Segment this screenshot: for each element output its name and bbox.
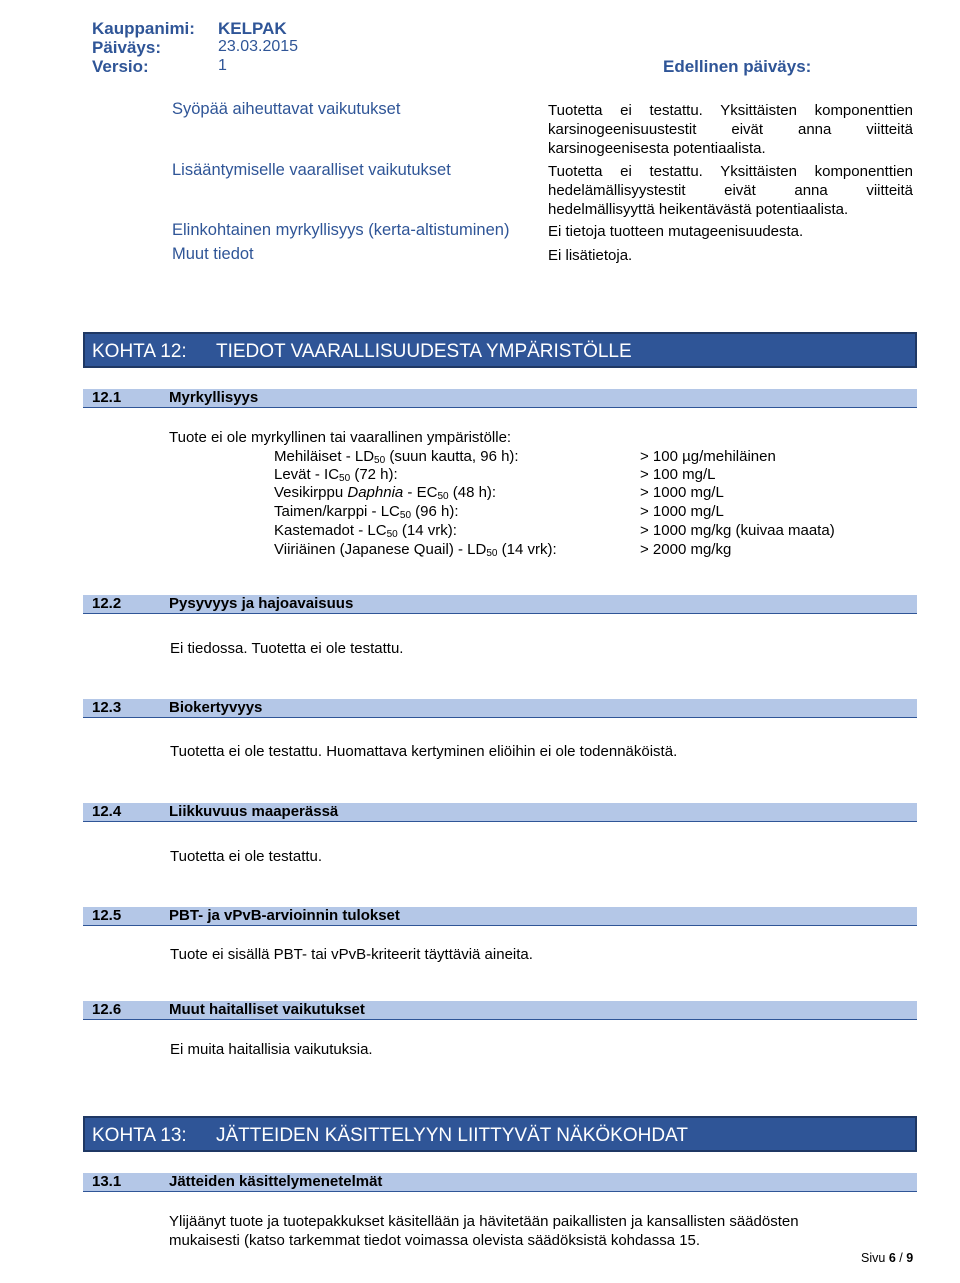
ecotox-row-bees: Mehiläiset - $LD_{50}$ (suun kautta, 96 h): <box>274 448 519 466</box>
ecotox-value-daphnia: > 1000 mg/L <box>640 484 724 501</box>
header-date-value: 23.03.2015 <box>218 38 299 55</box>
subsection-12-2-header <box>83 595 917 614</box>
subsection-12-4-text: Tuotetta ei ole testattu. <box>170 848 323 865</box>
header-prev-date-label: Edellinen päiväys: <box>663 57 812 76</box>
ecotox-value-algae: > 100 mg/L <box>640 466 716 483</box>
section-12-number: KOHTA 12: <box>92 341 187 362</box>
header-version-value: 1 <box>218 57 227 74</box>
subsection-12-6-header <box>83 1001 917 1020</box>
header-company-value: KELPAK <box>218 19 287 38</box>
header-company-label: Kauppanimi: <box>92 19 195 38</box>
subsection-title: Biokertyvyys <box>169 699 263 716</box>
section-13-title: JÄTTEIDEN KÄSITTELYYN LIITTYVÄT NÄKÖKOHDAT <box>216 1125 688 1146</box>
subsection-number: 12.2 <box>92 595 122 612</box>
header-version-label: Versio: <box>92 57 149 76</box>
subsection-number: 12.5 <box>92 907 122 924</box>
ecotox-intro: Tuote ei ole myrkyllinen tai vaarallinen ympäristölle: <box>169 429 512 446</box>
tox-label-stot: Elinkohtainen myrkyllisyys (kerta-altistuminen) <box>172 221 510 239</box>
ecotox-value-fish: > 1000 mg/L <box>640 503 724 520</box>
subsection-title: Liikkuvuus maaperässä <box>169 803 339 820</box>
subsection-number: 12.1 <box>92 389 122 406</box>
ecotox-row-fish: Taimen/karppi - $LC_{50}$ (96 h): <box>274 503 459 521</box>
tox-label-other: Muut tiedot <box>172 245 254 263</box>
section-13-banner <box>83 1116 917 1152</box>
subsection-12-1-header <box>83 389 917 408</box>
subsection-title: Jätteiden käsittelymenetelmät <box>169 1173 383 1190</box>
subsection-number: 13.1 <box>92 1173 122 1190</box>
subsection-12-5-header <box>83 907 917 926</box>
subsection-12-6-text: Ei muita haitallisia vaikutuksia. <box>170 1041 373 1058</box>
tox-value-carcinogenic: Tuotetta ei testattu. Yksittäisten komponenttien karsinogeenisuustestit eivät anna viitteitä karsinogeenisesta potentiaalista. <box>548 102 913 157</box>
subsection-title: Pysyvyys ja hajoavaisuus <box>169 595 354 612</box>
subsection-number: 12.4 <box>92 803 122 820</box>
ecotox-row-quail: Viiriäinen (Japanese Quail) - $LD_{50}$ (14 vrk): <box>274 541 557 559</box>
subsection-number: 12.6 <box>92 1001 122 1018</box>
tox-label-reproductive: Lisääntymiselle vaaralliset vaikutukset <box>172 161 451 179</box>
section-12-banner <box>83 332 917 368</box>
tox-label-carcinogenic: Syöpää aiheuttavat vaikutukset <box>172 100 401 118</box>
tox-value-other: Ei lisätietoja. <box>548 247 633 264</box>
ecotox-row-earthworms: Kastemadot - $LC_{50}$ (14 vrk): <box>274 522 457 540</box>
subsection-number: 12.3 <box>92 699 122 716</box>
section-12-title: TIEDOT VAARALLISUUDESTA YMPÄRISTÖLLE <box>216 341 632 362</box>
subsection-title: Muut haitalliset vaikutukset <box>169 1001 365 1018</box>
subsection-12-3-text: Tuotetta ei ole testattu. Huomattava kertyminen eliöihin ei ole todennäköistä. <box>170 743 678 760</box>
subsection-12-3-header <box>83 699 917 718</box>
subsection-12-2-text: Ei tiedossa. Tuotetta ei ole testattu. <box>170 640 404 657</box>
ecotox-row-daphnia: Vesikirppu Daphnia - $EC_{50}$ (48 h): <box>274 484 497 502</box>
ecotox-value-earthworms: > 1000 mg/kg (kuivaa maata) <box>640 522 835 539</box>
subsection-13-1-text: Ylijäänyt tuote ja tuotepakkukset käsitellään ja hävitetään paikallisten ja kansallisten säädösten mukaisesti (katso tarkemmat tiedot voimassa olevista säädöksistä kohdassa 15. <box>169 1213 799 1249</box>
header-date-label: Päiväys: <box>92 38 161 57</box>
page-number: Sivu 6 / 9 <box>861 1251 914 1265</box>
ecotox-row-algae: Levät - $IC_{50}$ (72 h): <box>274 466 398 484</box>
ecotox-value-bees: > 100 µg/mehiläinen <box>640 448 776 465</box>
subsection-12-5-text: Tuote ei sisällä PBT- tai vPvB-kriteerit täyttäviä aineita. <box>170 946 533 963</box>
subsection-title: Myrkyllisyys <box>169 389 259 406</box>
subsection-12-4-header <box>83 803 917 822</box>
subsection-13-1-header <box>83 1173 917 1192</box>
subsection-title: PBT- ja vPvB-arvioinnin tulokset <box>169 907 400 924</box>
tox-value-reproductive: Tuotetta ei testattu. Yksittäisten komponenttien hedelämällisyystestit eivät anna viitteitä hedelmällisyyttä heikentävästä potentiaalista. <box>548 163 913 218</box>
ecotox-value-quail: > 2000 mg/kg <box>640 541 732 558</box>
tox-value-stot: Ei tietoja tuotteen mutageenisuudesta. <box>548 223 804 240</box>
section-13-number: KOHTA 13: <box>92 1125 187 1146</box>
